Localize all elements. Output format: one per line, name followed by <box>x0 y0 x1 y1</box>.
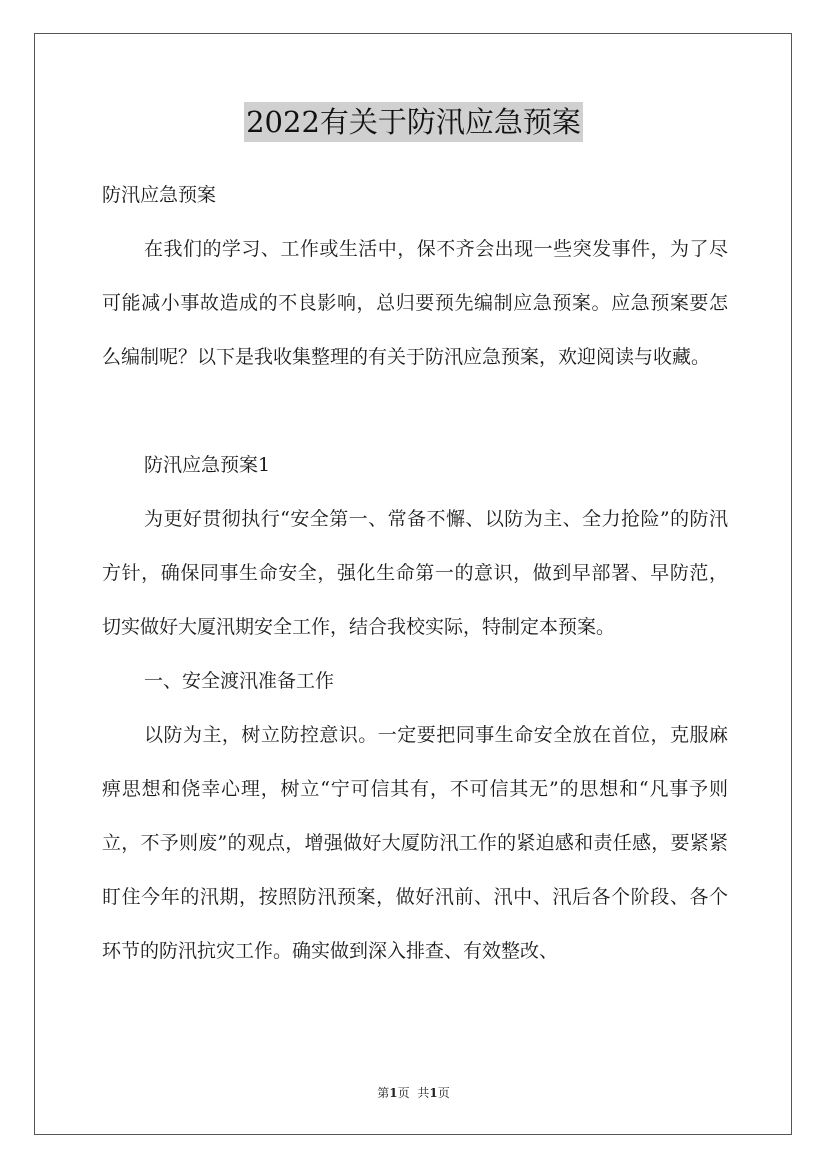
document-title: 2022有关于防汛应急预案 <box>244 102 583 142</box>
total-pages: 1 <box>429 1086 438 1100</box>
intro-paragraph: 在我们的学习、工作或生活中，保不齐会出现一些突发事件，为了尽可能减小事故造成的不良影响，总归要预先编制应急预案。应急预案要怎么编制呢？以下是我收集整理的有关于防汛应急预案，欢迎阅读与收藏。 <box>102 238 728 368</box>
document-subtitle: 防汛应急预案 <box>102 184 217 206</box>
document-body <box>102 168 728 978</box>
title-container <box>0 102 827 142</box>
section-subheading: 一、安全渡汛准备工作 <box>144 670 335 692</box>
total-prefix: 共 <box>417 1086 430 1100</box>
page-prefix: 第 <box>377 1086 390 1100</box>
body-paragraph: 以防为主，树立防控意识。一定要把同事生命安全放在首位，克服麻痹思想和侥幸心理，树立“宁可信其有，不可信其无”的思想和“凡事予则立，不予则废”的观点，增强做好大厦防汛工作的紧迫感和责任感，要紧紧盯住今年的汛期，按照防汛预案，做好汛前、汛中、汛后各个阶段、各个环节的防汛抗灾工作。确实做到深入排查、有效整改、 <box>102 724 728 962</box>
page-number: 1 <box>389 1086 398 1100</box>
body-paragraph: 为更好贯彻执行“安全第一、常备不懈、以防为主、全力抢险”的防汛方针，确保同事生命安全，强化生命第一的意识，做到早部署、早防范，切实做好大厦汛期安全工作，结合我校实际，特制定本预案。 <box>102 508 728 638</box>
total-suffix: 页 <box>437 1086 450 1100</box>
page-footer <box>0 1084 827 1101</box>
page-suffix: 页 <box>397 1086 410 1100</box>
paragraph-spacer <box>102 384 728 438</box>
section-heading: 防汛应急预案1 <box>144 454 271 476</box>
